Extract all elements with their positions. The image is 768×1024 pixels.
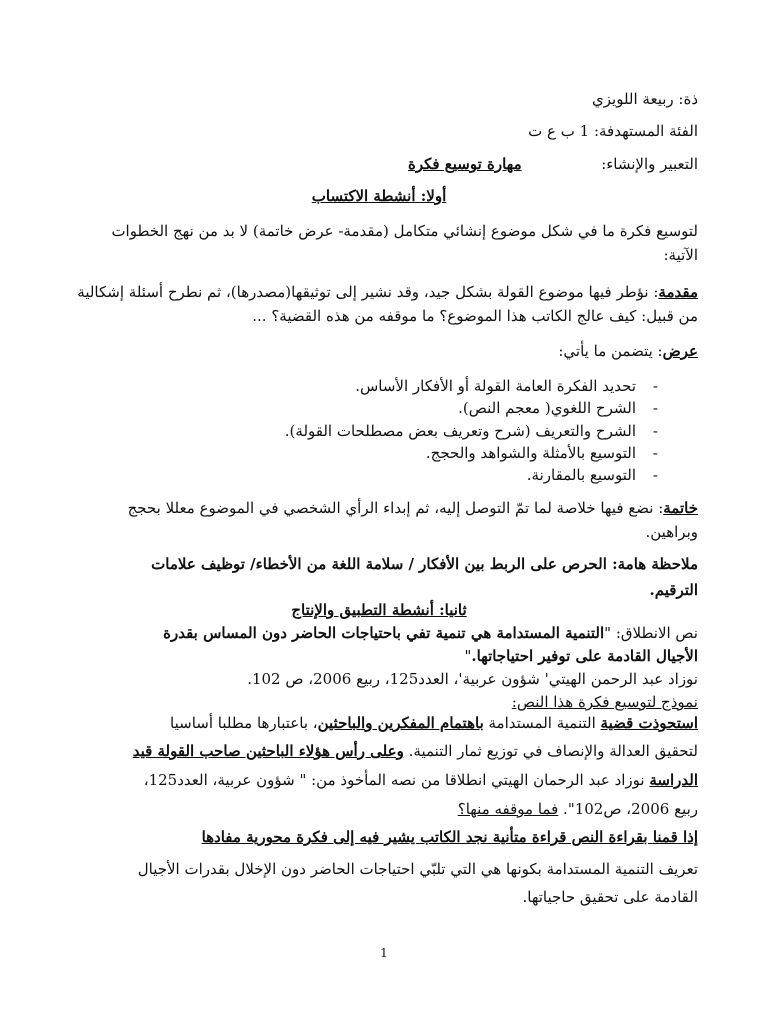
source-label: نص الانطلاق: " xyxy=(604,624,698,642)
model-text: التنمية المستدامة xyxy=(483,714,601,732)
bullet-mark: - xyxy=(652,377,658,395)
section1-title: أولا: أنشطة الاكتساب xyxy=(311,187,447,205)
intro-paragraph-line-1 xyxy=(60,281,698,303)
intro-line-2: الآتية: xyxy=(663,246,698,264)
intro-paragraph-line-2: من قبيل: كيف عالج الكاتب هذا الموضوع؟ ما موقفه من هذه القضية؟ ... xyxy=(252,307,698,325)
model-text: لتحقيق العدالة والإنصاف في توزيع ثمار التنمية. xyxy=(403,742,698,760)
bullet-mark: - xyxy=(652,399,658,417)
conclusion-line-2: وبراهين. xyxy=(645,523,698,541)
bullet-item: الشرح اللغوي( معجم النص). xyxy=(458,399,636,417)
quote-close: " xyxy=(464,647,472,665)
model-phrase: وعلى رأس هؤلاء الباحثين صاحب القولة قيد xyxy=(132,742,404,760)
conclusion-line-1 xyxy=(60,497,698,519)
page-number: 1 xyxy=(380,946,388,960)
model-line-2 xyxy=(60,740,698,762)
model-title: نموذج لتوسيع فكرة هذا النص: xyxy=(511,693,698,711)
note-line-1: ملاحظة هامة: الحرص على الربط بين الأفكار / سلامة اللغة من الأخطاء/ توظيف علامات xyxy=(151,555,698,573)
model-line-3 xyxy=(60,769,698,791)
model-text: ربيع 2006، ص102". xyxy=(558,800,698,818)
source-text-line-1 xyxy=(60,622,698,644)
bullet-mark: - xyxy=(652,422,658,440)
body-label: عرض xyxy=(662,342,698,360)
section2-title: ثانيا: أنشطة التطبيق والإنتاج xyxy=(291,601,467,619)
body-text: : يتضمن ما يأتي: xyxy=(558,342,663,360)
subject-label: التعبير والإنشاء: xyxy=(601,155,698,173)
body-heading xyxy=(60,340,698,362)
source-text-line-2 xyxy=(60,645,698,667)
bullet-mark: - xyxy=(652,444,658,462)
skill-title: مهارة توسيع فكرة xyxy=(407,155,522,173)
subject-line xyxy=(60,153,698,175)
intro-line-1: لتوسيع فكرة ما في شكل موضوع إنشائي متكامل (مقدمة- عرض خاتمة) لا بد من نهج الخطوات xyxy=(111,222,698,240)
model-line-5: إذا قمنا بقراءة النص قراءة متأنية نجد الكاتب يشير فيه إلى فكرة محورية مفادها xyxy=(201,828,698,846)
intro-text: : نؤطر فيها موضوع القولة بشكل جيد، وقد نشير إلى توثيقها(مصدرها)، ثم نطرح أسئلة إشكالية xyxy=(77,283,659,301)
model-line-4 xyxy=(60,798,698,820)
model-question: فما موقفه منها؟ xyxy=(457,800,559,818)
bullet-item: تحديد الفكرة العامة القولة أو الأفكار الأساس. xyxy=(355,377,636,395)
conclusion-text: : نضع فيها خلاصة لما تمّ التوصل إليه، ثم إبداء الرأي الشخصي في الموضوع معللا بحجج xyxy=(127,499,664,517)
source-quote-end: الأجيال القادمة على توفير احتياجاتها. xyxy=(471,647,698,665)
model-phrase: استحوذت قضية xyxy=(600,714,698,732)
model-text: نوزاد عبد الرحمان الهيتي انطلاقا من نصه المأخوذ من: " شؤون عربية، العدد125، xyxy=(143,771,650,789)
bullet-item: التوسيع بالمقارنة. xyxy=(526,466,636,484)
note-line-2: الترقيم. xyxy=(649,581,698,599)
target-group: الفئة المستهدفة: 1 ب ع ت xyxy=(528,122,698,140)
model-line-1 xyxy=(60,712,698,734)
intro-label: مقدمة xyxy=(658,283,698,301)
model-line-6: تعريف التنمية المستدامة بكونها هي التي تلبّي احتياجات الحاضر دون الإخلال بقدرات الأجيال xyxy=(137,860,698,878)
bullet-item: التوسيع بالأمثلة والشواهد والحجج. xyxy=(425,444,636,462)
model-phrase: باهتمام المفكرين والباحثين xyxy=(317,714,484,732)
teacher-name: ذة: ربيعة اللويزي xyxy=(592,90,698,108)
bullet-item: الشرح والتعريف (شرح وتعريف بعض مصطلحات القولة). xyxy=(284,422,636,440)
model-phrase: الدراسة xyxy=(649,771,698,789)
source-quote: التنمية المستدامة هي تنمية تفي باحتياجات الحاضر دون المساس بقدرة xyxy=(163,624,605,642)
bullet-mark: - xyxy=(652,466,658,484)
model-text: ، باعتبارها مطلبا أساسيا xyxy=(170,714,318,732)
conclusion-label: خاتمة xyxy=(663,499,698,517)
citation: نوزاد عبد الرحمن الهيتي' شؤون عربية'، العدد125، ربيع 2006، ص 102. xyxy=(247,670,698,688)
model-line-7: القادمة على تحقيق حاجياتها. xyxy=(522,888,698,906)
